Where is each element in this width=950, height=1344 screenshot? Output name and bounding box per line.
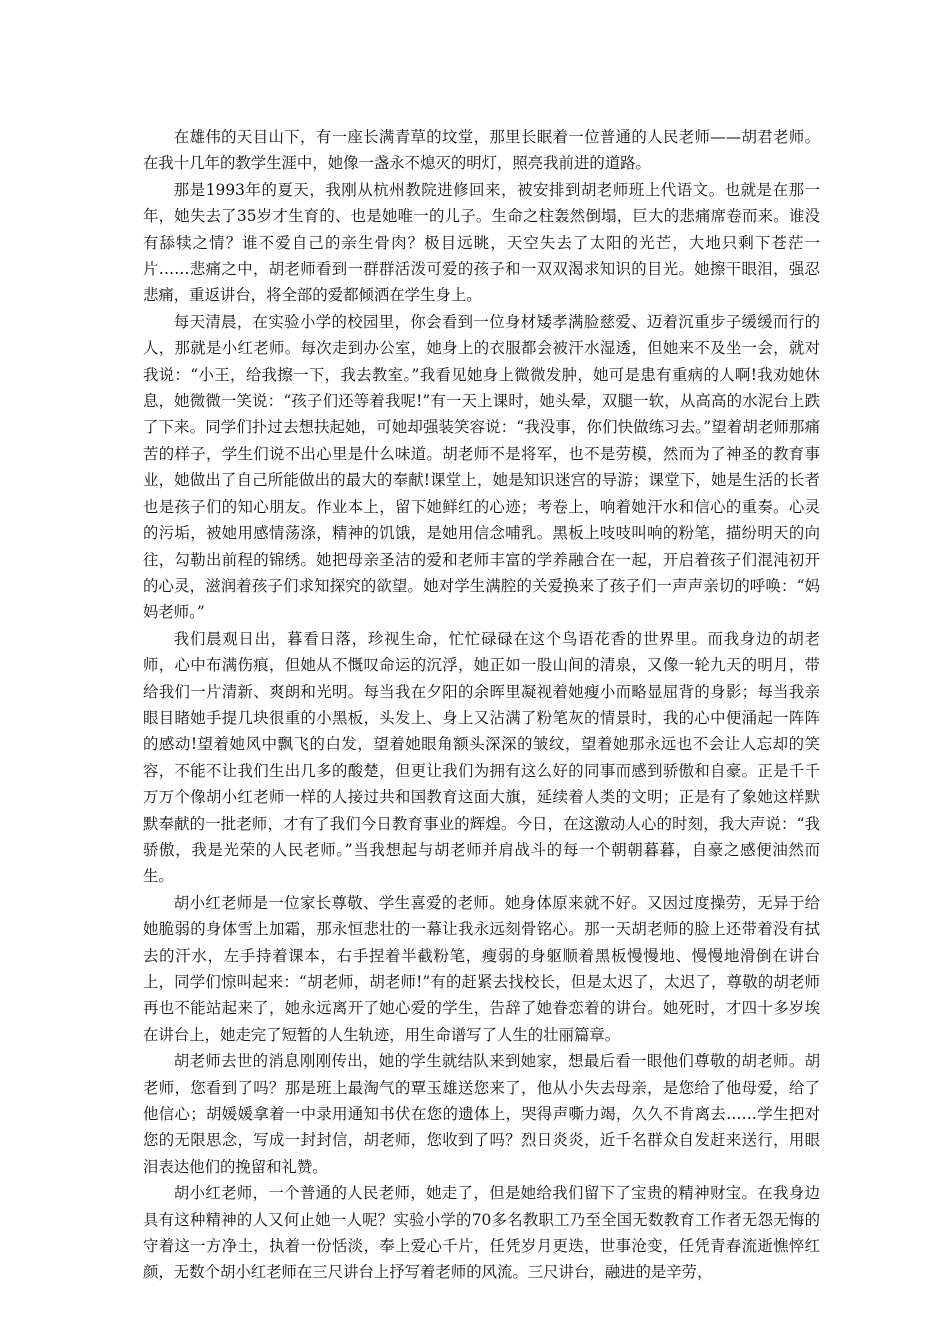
paragraph-7: 胡小红老师，一个普通的人民老师，她走了，但是她给我们留下了宝贵的精神财宝。在我身边具有这种精神的人又何止她一人呢？实验小学的70多名教职工乃至全国无数教育工作者无怨无悔的守着这一方净土，执着一份恬淡，奉上爱心千片，任凭岁月更迭，世事沧变，任凭青春流逝憔悴红颜，无数个胡小红老师在三尺讲台上抒写着老师的风流。三尺讲台，融进的是辛劳， (143, 1184, 820, 1282)
paragraph-3: 每天清晨，在实验小学的校园里，你会看到一位身材矮孝满脸慈爱、迈着沉重步子缓缓而行的人，那就是小红老师。每次走到办公室，她身上的衣服都会被汗水湿透，但她来不及坐一会，就对我说：“小王，给我擦一下，我去教室。”我看见她身上微微发肿，她可是患有重病的人啊!我劝她休息，她微微一笑说：“孩子们还等着我呢!”有一天上课时，她头晕，双腿一软，从高高的水泥台上跌了下来。同学们扑过去想扶起她，可她却强装笑容说：“我没事，你们快做练习去。”望着胡老师那痛苦的样子，学生们说不出心里是什么味道。胡老师不是将军，也不是劳模，然而为了神圣的教育事业，她做出了自己所能做出的最大的奉献!课堂上，她是知识迷宫的导游；课堂下，她是生活的长者也是孩子们的知心朋友。作业本上，留下她鲜红的心迹；考卷上，响着她汗水和信心的重奏。心灵的污垢，被她用感情荡涤，精神的饥饿，是她用信念哺乳。黑板上吱吱叫响的粉笔，描纷明天的向往，勾勒出前程的锦绣。她把母亲圣洁的爱和老师丰富的学养融合在一起，开启着孩子们混沌初开的心灵，滋润着孩子们求知探究的欲望。她对学生满腔的关爱换来了孩子们一声声亲切的呼唤：“妈妈老师。” (143, 312, 820, 622)
paragraph-5: 胡小红老师是一位家长尊敬、学生喜爱的老师。她身体原来就不好。又因过度操劳，无异于给她脆弱的身体雪上加霜，那永恒悲壮的一幕让我永远刻骨铭心。那一天胡老师的脸上还带着没有拭去的汗水，左手持着课本，右手捏着半截粉笔，瘦弱的身躯顺着黑板慢慢地、慢慢地滑倒在讲台上，同学们惊叫起来：“胡老师，胡老师!”有的赶紧去找校长，但是太迟了，太迟了，尊敬的胡老师再也不能站起来了，她永远离开了她心爱的学生，告辞了她眷恋着的讲台。她死时，才四十多岁埃在讲台上，她走完了短暂的人生轨迹，用生命谱写了人生的壮丽篇章。 (143, 893, 820, 1044)
document-page (143, 124, 820, 1286)
paragraph-4: 我们晨观日出，暮看日落，珍视生命，忙忙碌碌在这个鸟语花香的世界里。而我身边的胡老师，心中布满伤痕，但她从不慨叹命运的沉浮，她正如一股山间的清泉，又像一轮九天的明月，带给我们一片清新、爽朗和光明。每当我在夕阳的余晖里凝视着她瘦小而略显屈背的身影；每当我亲眼目睹她手提几块很重的小黑板，头发上、身上又沾满了粉笔灰的情景时，我的心中便涌起一阵阵的感动!望着她风中飘飞的白发，望着她眼角额头深深的皱纹，望着她那永远也不会让人忘却的笑容，不能不让我们生出几多的酸楚，但更让我们为拥有这么好的同事而感到骄傲和自豪。正是千千万万个像胡小红老师一样的人接过共和国教育这面大旗，延续着人类的文明；正是有了象她这样默默奉献的一批老师，才有了我们今日教育事业的辉煌。今日，在这激动人心的时刻，我大声说：“我骄傲，我是光荣的人民老师。”当我想起与胡老师并肩战斗的每一个朝朝暮暮，自豪之感便油然而生。 (143, 629, 820, 886)
paragraph-2: 那是1993年的夏天，我刚从杭州教院进修回来，被安排到胡老师班上代语文。也就是在那一年，她失去了35岁才生育的、也是她唯一的儿子。生命之柱轰然倒塌，巨大的悲痛席卷而来。谁没有舔犊之情？谁不爱自己的亲生骨肉？极目远眺，天空失去了太阳的光芒，大地只剩下苍茫一片……悲痛之中，胡老师看到一群群活泼可爱的孩子和一双双渴求知识的目光。她擦干眼泪，强忍悲痛，重返讲台，将全部的爱都倾洒在学生身上。 (143, 180, 820, 305)
paragraph-1: 在雄伟的天目山下，有一座长满青草的坟堂，那里长眠着一位普通的人民老师——胡君老师。在我十几年的教学生涯中，她像一盏永不熄灭的明灯，照亮我前进的道路。 (143, 128, 820, 173)
paragraph-6: 胡老师去世的消息刚刚传出，她的学生就结队来到她家，想最后看一眼他们尊敬的胡老师。胡老师，您看到了吗？那是班上最淘气的覃玉雄送您来了，他从小失去母亲，是您给了他母爱，给了他信心；胡媛媛拿着一中录用通知书伏在您的遗体上，哭得声嘶力竭，久久不肯离去……学生把对您的无限思念，写成一封封信，胡老师，您收到了吗？烈日炎炎，近千名群众自发赶来送行，用眼泪表达他们的挽留和礼赞。 (143, 1052, 820, 1176)
